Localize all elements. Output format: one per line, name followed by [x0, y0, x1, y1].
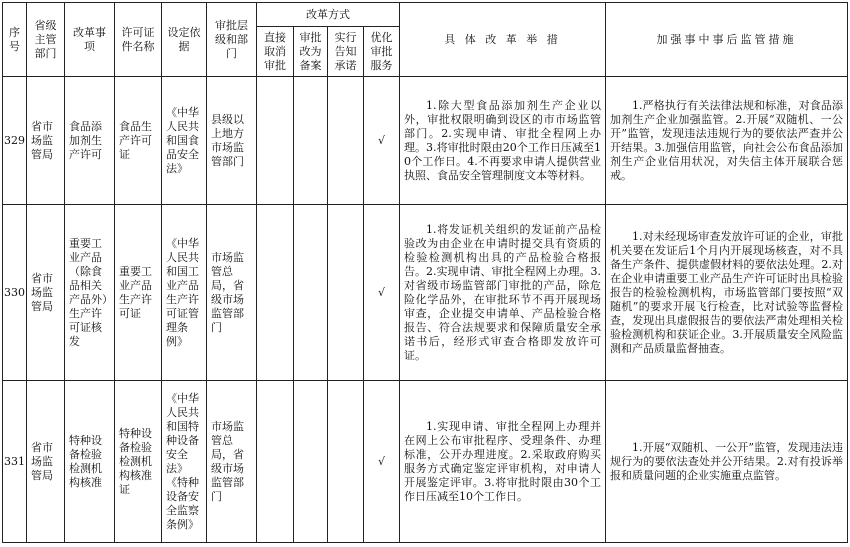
row-method-filing [294, 77, 328, 205]
header-method-cancel: 直接取消审批 [257, 27, 294, 77]
row-measures: 1.实现申请、审批全程网上办理并在网上公布审批程序、受理条件、办理标准，公开办理进度。2.采取政府购买服务方式确定鉴定评审机构，对申请人开展鉴定评审。3.将审批时限由30个工作日压减至10个工作日。 [400, 381, 606, 543]
row-basis: 《中华人民共和国工业产品生产许可证管理条例》 [162, 205, 207, 381]
row-method-optimize: √ [364, 77, 400, 205]
row-level: 市场监管总局，省级市场监管部门 [207, 205, 257, 381]
header-item: 改革事项 [65, 3, 115, 77]
header-measures: 具 体 改 革 举 措 [400, 3, 606, 77]
row-method-commitment [328, 77, 364, 205]
row-method-cancel [257, 205, 294, 381]
row-supervision: 1.开展“双随机、一公开”监管，发现违法违规行为的要依法查处并公开结果。2.对有投诉举报和质量问题的企业实施重点监管。 [606, 381, 848, 543]
row-dept: 省市场监管局 [27, 381, 65, 543]
header-method-filing: 审批改为备案 [294, 27, 328, 77]
row-level: 市场监管总局，省级市场监管部门 [207, 381, 257, 543]
row-method-cancel [257, 381, 294, 543]
row-seq: 330 [3, 205, 27, 381]
header-reform-method: 改革方式 [257, 3, 400, 27]
row-seq: 329 [3, 77, 27, 205]
header-level: 审批层级和部门 [207, 3, 257, 77]
table-row [3, 77, 848, 205]
row-permit: 食品生产许可证 [115, 77, 162, 205]
row-measures: 1.除大型食品添加剂生产企业以外，审批权限明确到设区的市市场监管部门。2.实现申请、审批全程网上办理。3.将审批时限由20个工作日压减至10个工作日。4.不再要求申请人提供营业执照、食品安全管理制度文本等材料。 [400, 77, 606, 205]
row-dept: 省市场监管局 [27, 205, 65, 381]
table-row [3, 381, 848, 543]
row-basis: 《中华人民共和国特种设备安全法》《特种设备安全监察条例》 [162, 381, 207, 543]
table-row [3, 205, 848, 381]
row-method-commitment [328, 381, 364, 543]
row-seq: 331 [3, 381, 27, 543]
row-method-commitment [328, 205, 364, 381]
row-permit: 特种设备检验检测机构核准证 [115, 381, 162, 543]
header-supervision: 加强事中事后监管措施 [606, 3, 848, 77]
header-basis: 设定依据 [162, 3, 207, 77]
row-method-optimize: √ [364, 205, 400, 381]
row-item: 食品添加剂生产许可 [65, 77, 115, 205]
row-method-optimize: √ [364, 381, 400, 543]
row-permit: 重要工业产品生产许可证 [115, 205, 162, 381]
header-permit: 许可证件名称 [115, 3, 162, 77]
row-supervision: 1.严格执行有关法律法规和标准，对食品添加剂生产企业加强监管。2.开展“双随机、一公开”监管，发现违法违规行为的要依法严查并公开结果。3.加强信用监管，向社会公布食品添加剂生产企业信用状况，对失信主体开展联合惩戒。 [606, 77, 848, 205]
row-supervision: 1.对未经现场审查发放许可证的企业，审批机关要在发证后1个月内开展现场核查，对不具备生产条件、提供虚假材料的要依法处理。2.对在企业申请重要工业产品生产许可证时出具检验报告的检验检测机构，市场监管部门要按照“双随机”的要求开展飞行检查，比对试验等监督检查，发现出具虚假报告的要依法严肃处理相关检验检测机构和获证企业。3.开展质量安全风险监测和产品质量监督抽查。 [606, 205, 848, 381]
row-method-filing [294, 381, 328, 543]
row-basis: 《中华人民共和国食品安全法》 [162, 77, 207, 205]
row-method-cancel [257, 77, 294, 205]
row-item: 特种设备检验检测机构核准 [65, 381, 115, 543]
row-item: 重要工业产品（除食品相关产品外）生产许可证核发 [65, 205, 115, 381]
row-dept: 省市场监管局 [27, 77, 65, 205]
header-method-commitment: 实行告知承诺 [328, 27, 364, 77]
header-dept: 省级主管部门 [27, 3, 65, 77]
header-method-optimize: 优化审批服务 [364, 27, 400, 77]
header-seq: 序号 [3, 3, 27, 77]
row-method-filing [294, 205, 328, 381]
row-level: 县级以上地方市场监管部门 [207, 77, 257, 205]
row-measures: 1.将发证机关组织的发证前产品检验改为由企业在申请时提交具有资质的检验检测机构出具的产品检验合格报告。2.实现申请、审批全程网上办理。3.对省级市场监管部门审批的产品，除危险化学品外，在审批环节不再开展现场审查，企业提交申请单、产品检验合格报告、符合法规要求和保障质量安全承诺书后，经形式审查合格即发放许可证。 [400, 205, 606, 381]
reform-table [2, 2, 848, 543]
